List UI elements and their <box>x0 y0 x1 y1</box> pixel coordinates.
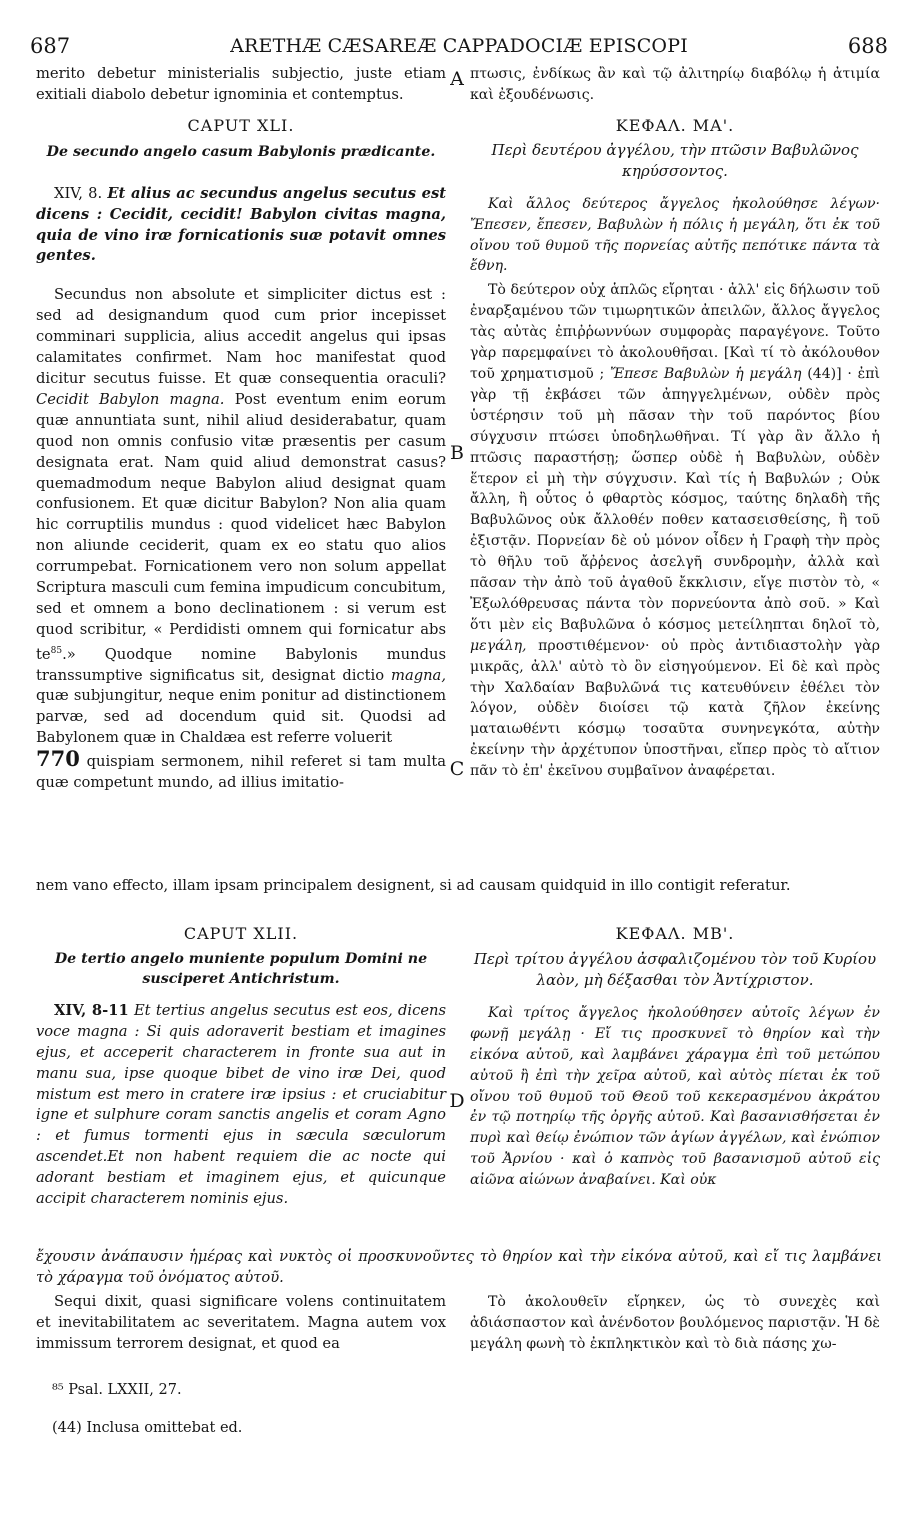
full-width-line: nem vano effecto, illam ipsam principalem designent, si ad causam quidquid in illo contigit referatur. <box>36 877 791 894</box>
page-number-right: 688 <box>847 34 888 58</box>
greek-kephal-42-commentary-block <box>470 1292 880 1355</box>
latin-column-top <box>36 64 446 794</box>
spanning-greek-line: ἔχουσιν ἀνάπαυσιν ἡμέρας καὶ νυκτὸς οἱ προσκυνοῦντες τὸ θηρίον καὶ τὴν εἰκόνα αὐτοῦ, καὶ εἴ τις λαμβάνει τὸ χάραγμα τοῦ ὀνόματος αὐτοῦ. <box>36 1248 882 1286</box>
greek-kephal-41-commentary: Τὸ δεύτερον οὐχ ἁπλῶς εἴρηται · ἀλλ' εἰς δήλωσιν τοῦ ἐναρξαμένου τῶν τιμωρητικῶν ἀπειλῶν, ἄλλος ἄγγελος τὰς αὐτὰς ἐπιῤῥωννύων συμφορὰς παραγέγονε. Τοῦτο γὰρ παρεμφαίνει τὸ ἀκολουθῆσαι. [Καὶ τί τὸ ἀκόλουθον τοῦ χρηματισμοῦ ; Ἔπεσε Βαβυλὼν ἡ μεγάλη (44)] · ἐπὶ γὰρ τῇ ἐκβάσει τῶν ἀπηγγελμένων, οὐδὲν πρὸς ὑστέρησιν τοῦ μὴ πᾶσαν τὴν τοῦ παρόντος βίου σύγχυσιν πτώσει ὑποδηλωθῆναι. Τί γὰρ ἂν ἄλλο ἡ πτῶσις παραστήσῃ; ὥσπερ οὐδὲ ἡ Βαβυλὼν, οὐδὲν ἕτερον εἰ μὴ τὴν σύγχυσιν. Καὶ τίς ἡ Βαβυλών ; Οὐκ ἄλλη, ἢ οὗτος ὁ φθαρτὸς κόσμος, ταύτης δηλαδὴ τῆς Βαβυλῶνος οὐκ ἄλλοθέν ποθεν κατασεισθείσης, ἢ τοῦ ἐξιστᾷν. Πορνείαν δὲ οὐ μόνον οἶδεν ἡ Γραφὴ τὴν πρὸς τὸ θῆλυ τοῦ ἄῤῥενος ἀσελγῆ συνδρομὴν, ἀλλὰ καὶ πᾶσαν τὴν ἀπὸ τοῦ ἀγαθοῦ ἔκκλισιν, εἴγε πιστὸν τὸ, « Ἐξωλόθρευσας πάντα τὸν πορνεύοντα ἀπὸ σοῦ. » Καὶ ὅτι μὲν εἰς Βαβυλῶνα ὁ κόσμος μετείληπται δηλοῖ τὸ, μεγάλη, προστιθέμενον· οὐ πρὸς ἀντιδιαστολὴν γὰρ μικρᾶς, ἀλλ' αὐτὸ τὸ ὂν εἰσηγούμενον. Εἰ δὲ καὶ πρὸς τὴν Χαλδαίαν Βαβυλῶνά τις κατευθύνειν ἐθέλει τὸν λόγον, οὐδὲν διοίσει τῷ κατὰ ζῆλον ἐκείνης ματαιωθέντι κόσμῳ τοσαῦτα συνηνεγκότα, αὐτὴν ἐκείνην τὴν ἀρχέτυπον ὑποστῆναι, εἴπερ πρὸς τὸ αἴτιον πᾶν τὸ ἐπ' ἐκεῖνου συμβαῖνον ἀναφέρεται. <box>470 282 880 780</box>
greek-kephal-42-title: ΚΕΦΑΛ. ΜΒ'. <box>615 924 735 943</box>
greek-kephal-41-title: ΚΕΦΑΛ. ΜΑ'. <box>615 115 735 135</box>
margin-letter-d: D <box>449 1090 465 1112</box>
latin-caput-41-ref: XIV, 8. <box>54 184 103 202</box>
latin-caput-42-commentary: Sequi dixit, quasi significare volens continuitatem et inevitabilitatem ac severitatem. Magna autem vox immissum terrorem designat, et quod ea <box>36 1293 446 1352</box>
footnote-marker: 85 <box>50 645 63 656</box>
footnote-85: ⁸⁵ Psal. LXXII, 27. <box>52 1382 182 1398</box>
footnote-44: (44) Inclusa omittebat ed. <box>52 1420 243 1436</box>
greek-kephal-41-subtitle: Περὶ δευτέρου ἀγγέλου, τὴν πτῶσιν Βαβυλῶνος κηρύσσοντος. <box>491 140 859 180</box>
greek-kephal-42-subtitle: Περὶ τρίτου ἀγγέλου ἀσφαλιζομένου τὸν τοῦ Κυρίου λαὸν, μὴ δέξασθαι τὸν Ἀντίχριστον. <box>473 949 877 989</box>
greek-column-top <box>470 64 880 782</box>
column-number: 770 <box>36 746 80 772</box>
latin-caput-42-verse: XIV, 8-11 Et tertius angelus secutus est eos, dicens voce magna : Si quis adoraverit bestiam et imagines ejus, et acceperit characterem in fronte sua aut in manu sua, ipse quoque bibet de vino iræ Dei, quod mistum est mero in cratere iræ ipsius : et cruciabitur igne et sulphure coram sanctis angelis et coram Agno : et fumus tormenti ejus in sæcula sæculorum ascendet.Et non habent requiem die ac nocte qui adorant bestiam et imaginem ejus, et quicunque accipit characterem nominis ejus. <box>36 1001 447 1208</box>
margin-letter-a: A <box>450 68 464 90</box>
latin-top-lines: merito debetur ministerialis subjectio, juste etiam exitiali diabolo debetur ignominia et contemptus. <box>36 65 446 103</box>
margin-letter-c: C <box>449 758 465 780</box>
latin-caput-42-ref: XIV, 8-11 <box>54 1001 129 1019</box>
greek-top-lines: πτωσις, ἐνδίκως ἂν καὶ τῷ ἀλιτηρίῳ διαβόλῳ ἡ ἀτιμία καὶ ἐξουδένωσις. <box>470 66 880 103</box>
greek-kephal-42-commentary: Τὸ ἀκολουθεῖν εἴρηκεν, ὡς τὸ συνεχὲς καὶ ἀδιάσπαστον καὶ ἀνένδοτον βουλόμενος παριστᾷν. Ἡ δὲ μεγάλη φωνὴ τὸ ἐκπληκτικὸν καὶ τὸ διὰ πάσης χω- <box>470 1294 880 1352</box>
latin-caput-41-commentary: Secundus non absolute et simpliciter dictus est : sed ad designandum quod cum prior incepisset comminari supplicia, alius accedit angelus qui ipsas calamitates confirmet. Nam hoc manifestat quod dicitur secutus fuisse. Et quæ consequentia oraculi? Cecidit Babylon magna. Post eventum enim eorum quæ annuntiata sunt, nihil aliud desiderabatur, quam quod non omnis confusio vitæ præsentis per casum designata erat. Nam quid aliud demonstrat casus? quemadmodum neque Babylon aliud designat quam confusionem. Et quæ dicitur Babylon? Non alia quam hic corruptilis mundus : quod videlicet hæc Babylon non aliunde ceciderit, quam ex eo statu quo alios corrumpebat. Fornicationem vero non solum appellat Scriptura masculi cum femina impudicum concubitum, sed et omnem a bono declinationem : si verum est quod scribitur, « Perdidisti omnem qui fornicatur abs $te^{85}$.» Quodque nomine Babylonis mundus transsumptive significatus sit, designat dictio magna, quæ subjungitur, neque enim ponitur ad distinctionem parvæ, sed ad docendum quid sit. Quodsi ad Babylonem quæ in Chaldæa est referre voluerit 770 quispiam sermonem, nihil referet si tam multa quæ competunt mundo, ad illius imitatio- <box>36 286 446 792</box>
page-number-left: 687 <box>30 34 71 58</box>
latin-column-bottom <box>36 924 446 1210</box>
latin-caput-41-verse-text: Et alius ac secundus angelus secutus est dicens : Cecidit, cecidit! Babylon civitas magna, quia de vino iræ fornicationis suæ potavit omnes gentes. <box>36 184 447 265</box>
latin-caput-41-verse <box>36 184 446 268</box>
latin-caput-42-commentary-block <box>36 1292 446 1355</box>
latin-caput-42-title: CAPUT XLII. <box>183 924 299 943</box>
greek-kephal-41-verse: Καὶ ἄλλος δεύτερος ἄγγελος ἠκολούθησε λέγων· Ἔπεσεν, ἔπεσεν, Βαβυλὼν ἡ πόλις ἡ μεγάλη, ὅτι ἐκ τοῦ οἴνου τοῦ θυμοῦ τῆς πορνείας αὐτῆς πεπότικε πάντα τὰ ἔθνη. <box>470 195 880 275</box>
greek-kephal-42-verse: Καὶ τρίτος ἄγγελος ἠκολούθησεν αὐτοῖς λέγων ἐν φωνῇ μεγάλῃ · Εἴ τις προσκυνεῖ τὸ θηρίον καὶ τὴν εἰκόνα αὐτοῦ, καὶ λαμβάνει χάραγμα ἐπὶ τοῦ μετώπου αὐτοῦ ἢ ἐπὶ τὴν χεῖρα αὐτοῦ, καὶ αὐτὸς πίεται ἐκ τοῦ οἴνου τοῦ θυμοῦ τοῦ Θεοῦ τοῦ κεκερασμένου ἀκράτου ἐν τῷ ποτηρίῳ τῆς ὀργῆς αὐτοῦ. Καὶ βασανισθήσεται ἐν πυρὶ καὶ θείῳ ἐνώπιον τῶν ἁγίων ἀγγέλων, καὶ ἐνώπιον τοῦ Ἀρνίου · καὶ ὁ καπνὸς τοῦ βασανισμοῦ αὐτοῦ εἰς αἰῶνα αἰώνων ἀναβαίνει. Καὶ οὐκ <box>470 1004 880 1189</box>
running-title: ARETHÆ CÆSAREÆ CAPPADOCIÆ EPISCOPI <box>230 35 688 57</box>
editor-note-marker: (44) <box>807 365 837 382</box>
running-header <box>30 34 888 64</box>
greek-column-bottom <box>470 924 880 1191</box>
margin-letter-b: B <box>450 442 464 464</box>
latin-caput-42-subtitle: De tertio angelo muniente populum Domini ne susciperet Antichristum. <box>54 950 428 987</box>
latin-caput-41-title: CAPUT XLI. <box>187 115 295 135</box>
latin-caput-41-subtitle: De secundo angelo casum Babylonis prædicante. <box>46 143 436 160</box>
